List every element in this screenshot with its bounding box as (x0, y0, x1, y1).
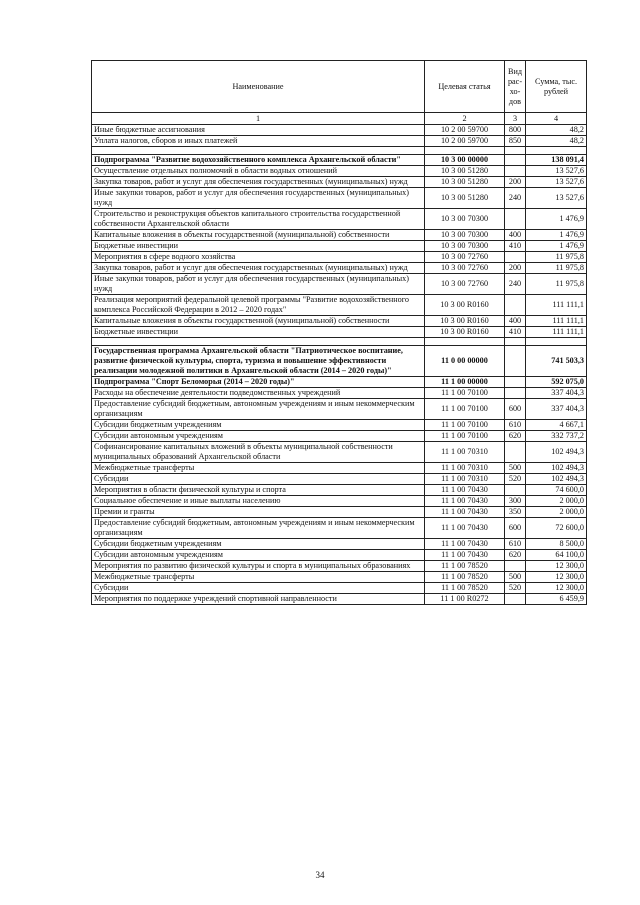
table-row (92, 263, 587, 274)
row-name: Иные бюджетные ассигнования (92, 125, 425, 136)
row-name: Субсидии бюджетным учреждениям (92, 420, 425, 431)
row-name: Иные закупки товаров, работ и услуг для обеспечения государственных (муниципальных) нужд (92, 274, 425, 295)
row-name: Иные закупки товаров, работ и услуг для обеспечения государственных (муниципальных) нужд (92, 188, 425, 209)
row-expense-type: 410 (505, 241, 526, 252)
spacer-cell (425, 338, 505, 346)
row-expense-type: 300 (505, 496, 526, 507)
row-expense-type: 610 (505, 539, 526, 550)
row-article: 10 3 00 70300 (425, 241, 505, 252)
table-row (92, 474, 587, 485)
row-sum: 1 476,9 (526, 241, 587, 252)
table-row (92, 507, 587, 518)
row-sum: 13 527,6 (526, 177, 587, 188)
table-row (92, 420, 587, 431)
row-sum: 8 500,0 (526, 539, 587, 550)
spacer-cell (526, 338, 587, 346)
row-sum: 11 975,8 (526, 252, 587, 263)
row-name: Межбюджетные трансферты (92, 572, 425, 583)
spacer-cell (526, 147, 587, 155)
row-sum: 48,2 (526, 125, 587, 136)
row-sum: 6 459,9 (526, 594, 587, 605)
row-expense-type (505, 485, 526, 496)
row-article: 11 1 00 70430 (425, 507, 505, 518)
row-name: Субсидии бюджетным учреждениям (92, 539, 425, 550)
table-row (92, 274, 587, 295)
row-article: 11 1 00 70430 (425, 485, 505, 496)
row-article: 11 1 00 70310 (425, 442, 505, 463)
row-name: Межбюджетные трансферты (92, 463, 425, 474)
row-name: Государственная программа Архангельской области "Патриотическое воспитание, развитие физической культуры, спорта, туризма и повышение эффективности реализации молодежной политики в Архангельской области (2014 – 2020 годы)" (92, 346, 425, 377)
row-name: Закупка товаров, работ и услуг для обеспечения государственных (муниципальных) нужд (92, 263, 425, 274)
row-sum: 72 600,0 (526, 518, 587, 539)
row-expense-type: 600 (505, 399, 526, 420)
row-article: 11 1 00 70430 (425, 550, 505, 561)
row-article: 11 1 00 70100 (425, 431, 505, 442)
row-name: Субсидии (92, 583, 425, 594)
row-expense-type (505, 377, 526, 388)
row-name: Осуществление отдельных полномочий в области водных отношений (92, 166, 425, 177)
row-article: 10 3 00 51280 (425, 166, 505, 177)
row-sum: 11 975,8 (526, 274, 587, 295)
row-expense-type: 200 (505, 177, 526, 188)
table-row (92, 463, 587, 474)
table-row (92, 209, 587, 230)
row-sum: 48,2 (526, 136, 587, 147)
row-sum: 102 494,3 (526, 474, 587, 485)
row-sum: 1 476,9 (526, 230, 587, 241)
header-expense-type: Вид рас-хо-дов (505, 61, 526, 113)
row-article: 11 1 00 70100 (425, 388, 505, 399)
row-expense-type: 240 (505, 188, 526, 209)
table-row (92, 125, 587, 136)
table-row (92, 561, 587, 572)
row-expense-type: 620 (505, 550, 526, 561)
row-article: 11 1 00 70430 (425, 539, 505, 550)
table-row (92, 485, 587, 496)
row-expense-type: 500 (505, 572, 526, 583)
row-article: 11 1 00 70310 (425, 463, 505, 474)
row-sum: 337 404,3 (526, 388, 587, 399)
row-expense-type: 240 (505, 274, 526, 295)
row-expense-type: 850 (505, 136, 526, 147)
table-row (92, 550, 587, 561)
row-name: Мероприятия в сфере водного хозяйства (92, 252, 425, 263)
table-body (92, 125, 587, 605)
row-article: 11 1 00 78520 (425, 561, 505, 572)
row-sum: 12 300,0 (526, 583, 587, 594)
row-name: Субсидии автономным учреждениям (92, 431, 425, 442)
row-sum: 102 494,3 (526, 442, 587, 463)
budget-table (91, 60, 587, 605)
row-expense-type (505, 155, 526, 166)
row-sum: 332 737,2 (526, 431, 587, 442)
row-sum: 592 075,0 (526, 377, 587, 388)
column-number: 4 (526, 113, 587, 125)
row-name: Премии и гранты (92, 507, 425, 518)
row-name: Капитальные вложения в объекты государственной (муниципальной) собственности (92, 230, 425, 241)
row-article: 10 2 00 59700 (425, 125, 505, 136)
table-row (92, 155, 587, 166)
table-row (92, 316, 587, 327)
row-sum: 111 111,1 (526, 327, 587, 338)
row-expense-type (505, 295, 526, 316)
table-row (92, 388, 587, 399)
row-article: 10 3 00 00000 (425, 155, 505, 166)
table-row (92, 295, 587, 316)
row-name: Капитальные вложения в объекты государственной (муниципальной) собственности (92, 316, 425, 327)
table-row (92, 327, 587, 338)
row-name: Социальное обеспечение и иные выплаты населению (92, 496, 425, 507)
row-article: 11 0 00 00000 (425, 346, 505, 377)
row-name: Уплата налогов, сборов и иных платежей (92, 136, 425, 147)
row-expense-type (505, 252, 526, 263)
row-sum: 64 100,0 (526, 550, 587, 561)
row-article: 10 3 00 R0160 (425, 295, 505, 316)
row-expense-type (505, 561, 526, 572)
row-article: 10 3 00 72760 (425, 252, 505, 263)
row-name: Мероприятия по поддержке учреждений спортивной направленности (92, 594, 425, 605)
row-name: Подпрограмма "Развитие водохозяйственного комплекса Архангельской области" (92, 155, 425, 166)
spacer-cell (92, 147, 425, 155)
table-row (92, 177, 587, 188)
header-name: Наименование (92, 61, 425, 113)
row-expense-type: 620 (505, 431, 526, 442)
row-name: Расходы на обеспечение деятельности подведомственных учреждений (92, 388, 425, 399)
row-name: Строительство и реконструкция объектов капитального строительства государственной собственности Архангельской области (92, 209, 425, 230)
header-sum: Сумма, тыс. рублей (526, 61, 587, 113)
row-name: Предоставление субсидий бюджетным, автономным учреждениям и иным некоммерческим организациям (92, 399, 425, 420)
row-name: Подпрограмма "Спорт Беломорья (2014 – 2020 годы)" (92, 377, 425, 388)
row-sum: 2 000,0 (526, 496, 587, 507)
row-name: Бюджетные инвестиции (92, 241, 425, 252)
spacer-cell (425, 147, 505, 155)
table-row (92, 252, 587, 263)
table-row (92, 431, 587, 442)
row-article: 10 3 00 70300 (425, 209, 505, 230)
table-row (92, 230, 587, 241)
row-name: Субсидии (92, 474, 425, 485)
row-name: Предоставление субсидий бюджетным, автономным учреждениям и иным некоммерческим организациям (92, 518, 425, 539)
row-article: 11 1 00 70310 (425, 474, 505, 485)
row-article: 10 3 00 R0160 (425, 327, 505, 338)
row-sum: 13 527,6 (526, 166, 587, 177)
table-row (92, 583, 587, 594)
row-article: 10 3 00 72760 (425, 263, 505, 274)
table-row (92, 399, 587, 420)
column-number: 1 (92, 113, 425, 125)
row-name: Субсидии автономным учреждениям (92, 550, 425, 561)
spacer-row (92, 338, 587, 346)
row-expense-type (505, 346, 526, 377)
table-row (92, 241, 587, 252)
row-expense-type: 410 (505, 327, 526, 338)
row-article: 10 3 00 R0160 (425, 316, 505, 327)
row-sum: 13 527,6 (526, 188, 587, 209)
row-article: 11 1 00 70430 (425, 518, 505, 539)
row-expense-type: 610 (505, 420, 526, 431)
row-article: 11 1 00 70100 (425, 420, 505, 431)
row-sum: 111 111,1 (526, 316, 587, 327)
row-name: Мероприятия в области физической культуры и спорта (92, 485, 425, 496)
row-expense-type: 500 (505, 463, 526, 474)
page-number: 34 (315, 870, 325, 880)
row-expense-type (505, 209, 526, 230)
row-sum: 2 000,0 (526, 507, 587, 518)
row-article: 11 1 00 78520 (425, 572, 505, 583)
row-expense-type: 400 (505, 230, 526, 241)
spacer-cell (92, 338, 425, 346)
column-number: 3 (505, 113, 526, 125)
row-name: Мероприятия по развитию физической культуры и спорта в муниципальных образованиях (92, 561, 425, 572)
table-row (92, 496, 587, 507)
table-row (92, 136, 587, 147)
row-expense-type (505, 388, 526, 399)
row-expense-type: 400 (505, 316, 526, 327)
row-expense-type: 520 (505, 583, 526, 594)
spacer-row (92, 147, 587, 155)
row-sum: 337 404,3 (526, 399, 587, 420)
table-row (92, 518, 587, 539)
column-numbers-row (92, 113, 587, 125)
row-article: 11 1 00 R0272 (425, 594, 505, 605)
row-sum: 102 494,3 (526, 463, 587, 474)
row-expense-type: 600 (505, 518, 526, 539)
table-row (92, 594, 587, 605)
row-sum: 74 600,0 (526, 485, 587, 496)
row-name: Реализация мероприятий федеральной целевой программы "Развитие водохозяйственного комплекса Российской Федерации в 2012 – 2020 годах" (92, 295, 425, 316)
row-expense-type (505, 594, 526, 605)
row-article: 10 3 00 70300 (425, 230, 505, 241)
row-sum: 111 111,1 (526, 295, 587, 316)
row-expense-type: 350 (505, 507, 526, 518)
row-expense-type: 520 (505, 474, 526, 485)
row-expense-type (505, 166, 526, 177)
row-article: 11 1 00 78520 (425, 583, 505, 594)
row-sum: 11 975,8 (526, 263, 587, 274)
table-row (92, 377, 587, 388)
row-name: Бюджетные инвестиции (92, 327, 425, 338)
row-sum: 12 300,0 (526, 561, 587, 572)
row-sum: 138 091,4 (526, 155, 587, 166)
table-row (92, 572, 587, 583)
row-name: Закупка товаров, работ и услуг для обеспечения государственных (муниципальных) нужд (92, 177, 425, 188)
row-sum: 741 503,3 (526, 346, 587, 377)
table-row (92, 166, 587, 177)
row-name: Софинансирование капитальных вложений в объекты муниципальной собственности муниципальных образований Архангельской области (92, 442, 425, 463)
spacer-cell (505, 147, 526, 155)
table-row (92, 539, 587, 550)
row-article: 10 3 00 72760 (425, 274, 505, 295)
row-expense-type: 200 (505, 263, 526, 274)
row-article: 10 2 00 59700 (425, 136, 505, 147)
row-expense-type: 800 (505, 125, 526, 136)
table-header-row (92, 61, 587, 113)
row-sum: 12 300,0 (526, 572, 587, 583)
table-row (92, 346, 587, 377)
row-sum: 4 667,1 (526, 420, 587, 431)
row-expense-type (505, 442, 526, 463)
column-number: 2 (425, 113, 505, 125)
table-row (92, 188, 587, 209)
row-article: 11 1 00 00000 (425, 377, 505, 388)
row-article: 10 3 00 51280 (425, 177, 505, 188)
row-article: 11 1 00 70430 (425, 496, 505, 507)
header-article: Целевая статья (425, 61, 505, 113)
table-row (92, 442, 587, 463)
row-sum: 1 476,9 (526, 209, 587, 230)
row-article: 10 3 00 51280 (425, 188, 505, 209)
spacer-cell (505, 338, 526, 346)
row-article: 11 1 00 70100 (425, 399, 505, 420)
